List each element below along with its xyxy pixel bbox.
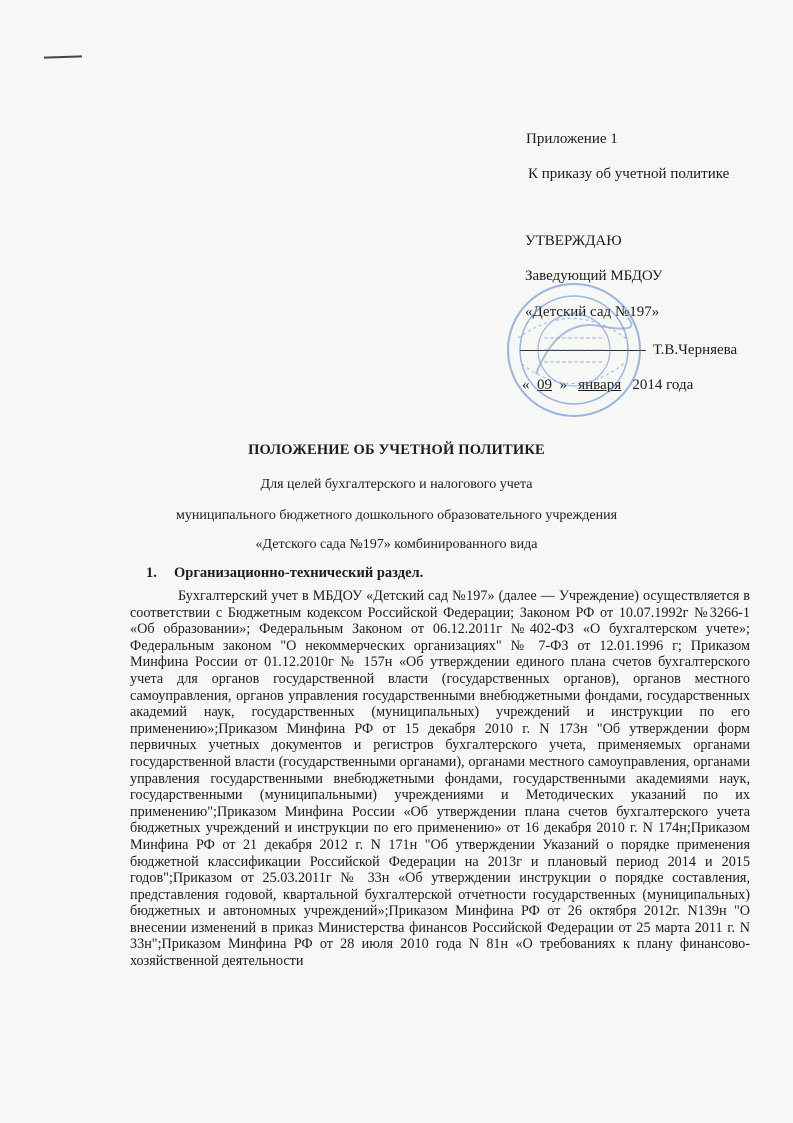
seal-stamp (478, 278, 660, 418)
appendix-label: Приложение 1 (526, 131, 618, 147)
document-title: ПОЛОЖЕНИЕ ОБ УЧЕТНОЙ ПОЛИТИКЕ (248, 442, 545, 458)
order-reference: К приказу об учетной политике (528, 166, 730, 182)
date-day: 09 (537, 377, 552, 393)
section-number: 1. (146, 565, 157, 581)
date-year: 2014 года (632, 377, 694, 393)
date-close-quote: » (559, 377, 567, 393)
subtitle-line-1: Для целей бухгалтерского и налогового учета (260, 477, 533, 492)
approve-label: УТВЕРЖДАЮ (525, 233, 622, 249)
date-month: января (578, 377, 622, 393)
date-open-quote: « (522, 377, 530, 393)
body-paragraph: Бухгалтерский учет в МБДОУ «Детский сад №197» (далее — Учреждение) осуществляется в соответствии с Бюджетным кодексом Российской Федерации; Законом РФ от 10.07.1992г №3266-1 «Об образовании»; Федеральным Законом от 06.12.2011г №402-ФЗ «О бухгалтерском учете»; Федеральным законом "О некоммерческих организациях" № 7-ФЗ от 12.01.1996 г; Приказом Минфина России от 01.12.2010г № 157н «Об утверждении единого плана счетов бухгалтерского учета для органов государственной власти (государственных органов), органов местного самоуправления, органов управления государственными внебюджетными фондами, государственных академий наук, государственных (муниципальных) учреждений и инструкции по его применению»;Приказом Минфина РФ от 15 декабря 2010 г. N 173н "Об утверждении форм первичных учетных документов и регистров бухгалтерского учета, применяемых органами государственной власти (государственными органами), органами местного самоуправления, органами управления государственными внебюджетными фондами, государственными академиями наук, государственными (муниципальными) учреждениями и Методических указаний по их применению";Приказом Минфина России «Об утверждении плана счетов бухгалтерского учета бюджетных учреждений и инструкции по его применению» от 16 декабря 2010 г. N 174н;Приказом Минфина РФ от 21 декабря 2012 г. N 171н "Об утверждении Указаний о порядке применения бюджетной классификации Российской Федерации на 2013г и плановый период 2014 и 2015 годов";Приказом от 25.03.2011г № 33н «Об утверждении инструкции о порядке составления, представления годовой, квартальной бухгалтерской отчетности государственных (муниципальных) бюджетных и автономных учреждений»;Приказом Минфина РФ от 26 октября 2012г. N139н "О внесении изменений в приказ Министерства финансов Российской Федерации от 25 марта 2011 г. N 33н";Приказом Минфина РФ от 28 июля 2010 года N 81н «О требованиях к плану финансово-хозяйственной деятельности (130, 588, 750, 970)
position-label: Заведующий МБДОУ (525, 268, 663, 284)
subtitle-line-2: муниципального бюджетного дошкольного образовательного учреждения (175, 508, 618, 523)
signer-name: Т.В.Черняева (653, 342, 738, 358)
subtitle-line-3: «Детского сада №197» комбинированного вида (255, 537, 538, 552)
approval-block (0, 0, 793, 420)
organization-name: «Детский сад №197» (525, 304, 660, 320)
section-heading (146, 565, 423, 582)
section-title: Организационно-технический раздел. (174, 565, 424, 581)
